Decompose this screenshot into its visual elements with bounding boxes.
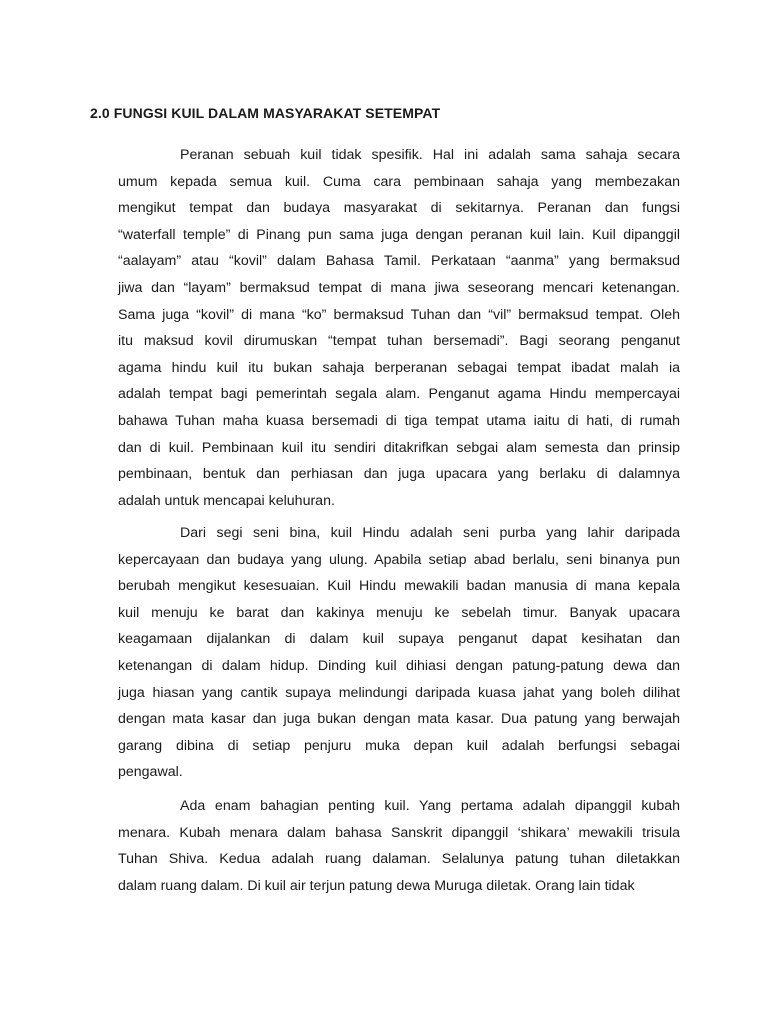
text-segment: keagamaan dijalankan di dalam kuil supaya penganut dapat kesihatan dan [118, 631, 680, 648]
text-line [118, 408, 680, 435]
text-line [118, 488, 680, 515]
text-line [118, 759, 680, 786]
section-heading: 2.0 FUNGSI KUIL DALAM MASYARAKAT SETEMPAT [90, 105, 441, 121]
text-segment: kuil menuju ke barat dan kakinya menuju ke sebelah timur. Banyak upacara [118, 604, 680, 621]
text-line [118, 547, 680, 574]
text-line [118, 302, 680, 329]
text-segment: garang dibina di setiap penjuru muka depan kuil adalah berfungsi sebagai [118, 737, 680, 754]
text-line [118, 435, 680, 462]
text-segment: Peranan sebuah kuil tidak spesifik. Hal ini adalah sama sahaja secara [180, 147, 680, 163]
text-segment: dengan mata kasar dan juga bukan dengan mata kasar. Dua patung yang berwajah [118, 711, 680, 728]
paragraph-2 [118, 520, 680, 786]
text-segment: juga hiasan yang cantik supaya melindungi daripada kuasa jahat yang boleh dilihat [118, 684, 680, 701]
text-segment: “waterfall temple” di Pinang pun sama juga dengan peranan kuil lain. Kuil dipanggil [118, 226, 680, 243]
text-line [118, 733, 680, 760]
text-line [118, 653, 680, 680]
text-segment: Tuhan Shiva. Kedua adalah ruang dalaman. Selalunya patung tuhan diletakkan [118, 851, 680, 868]
text-line [118, 222, 680, 249]
text-segment: dan di kuil. Pembinaan kuil itu sendiri ditakrifkan sebgai alam semesta dan prinsip [118, 439, 680, 456]
text-segment: pembinaan, bentuk dan perhiasan dan juga upacara yang berlaku di dalamnya [118, 466, 680, 483]
text-line [118, 626, 680, 653]
text-segment: Dari segi seni bina, kuil Hindu adalah seni purba yang lahir daripada [180, 525, 680, 541]
text-segment: adalah untuk mencapai keluhuran. [118, 492, 335, 509]
text-segment: “aalayam” atau “kovil” dalam Bahasa Tamil. Perkataan “aanma” yang bermaksud [118, 253, 680, 270]
text-line [118, 520, 680, 547]
text-line [118, 381, 680, 408]
text-segment: agama hindu kuil itu bukan sahaja berperanan sebagai tempat ibadat malah ia [118, 359, 680, 376]
text-line [118, 706, 680, 733]
text-segment: kepercayaan dan budaya yang ulung. Apabila setiap abad berlalu, seni binanya pun [118, 551, 680, 568]
text-line [118, 328, 680, 355]
text-line [118, 820, 680, 847]
text-line [118, 195, 680, 222]
text-segment: dalam ruang dalam. Di kuil air terjun patung dewa Muruga diletak. Orang lain tidak [118, 877, 635, 894]
text-segment: berubah mengikut kesesuaian. Kuil Hindu mewakili badan manusia di mana kepala [118, 578, 680, 595]
text-segment: menara. Kubah menara dalam bahasa Sanskrit dipanggil ‘shikara’ mewakili trisula [118, 824, 680, 841]
text-line [118, 873, 680, 900]
text-line [118, 573, 680, 600]
text-segment: pengawal. [118, 764, 183, 781]
text-line [118, 793, 680, 820]
text-segment: umum kepada semua kuil. Cuma cara pembinaan sahaja yang membezakan [118, 173, 680, 190]
text-line [118, 248, 680, 275]
text-line [118, 461, 680, 488]
text-line [118, 275, 680, 302]
text-segment: mengikut tempat dan budaya masyarakat di sekitarnya. Peranan dan fungsi [118, 200, 680, 217]
text-line [118, 680, 680, 707]
text-line [118, 600, 680, 627]
text-segment: ketenangan di dalam hidup. Dinding kuil dihiasi dengan patung-patung dewa dan [118, 657, 680, 674]
text-segment: bahawa Tuhan maha kuasa bersemadi di tiga tempat utama iaitu di hati, di rumah [118, 412, 680, 429]
text-segment: jiwa dan “layam” bermaksud tempat di mana jiwa seseorang mencari ketenangan. [118, 279, 680, 296]
text-line [118, 169, 680, 196]
text-line [118, 355, 680, 382]
text-segment: Ada enam bahagian penting kuil. Yang pertama adalah dipanggil kubah [180, 798, 680, 814]
text-segment: itu maksud kovil dirumuskan “tempat tuhan bersemadi”. Bagi seorang penganut [118, 333, 680, 350]
text-segment: Sama juga “kovil” di mana “ko” bermaksud Tuhan dan “vil” bermaksud tempat. Oleh [118, 306, 680, 323]
text-segment: adalah tempat bagi pemerintah segala alam. Penganut agama Hindu mempercayai [118, 386, 680, 403]
paragraph-3 [118, 793, 680, 899]
paragraph-1 [118, 142, 680, 514]
text-line [118, 846, 680, 873]
text-line [118, 142, 680, 169]
